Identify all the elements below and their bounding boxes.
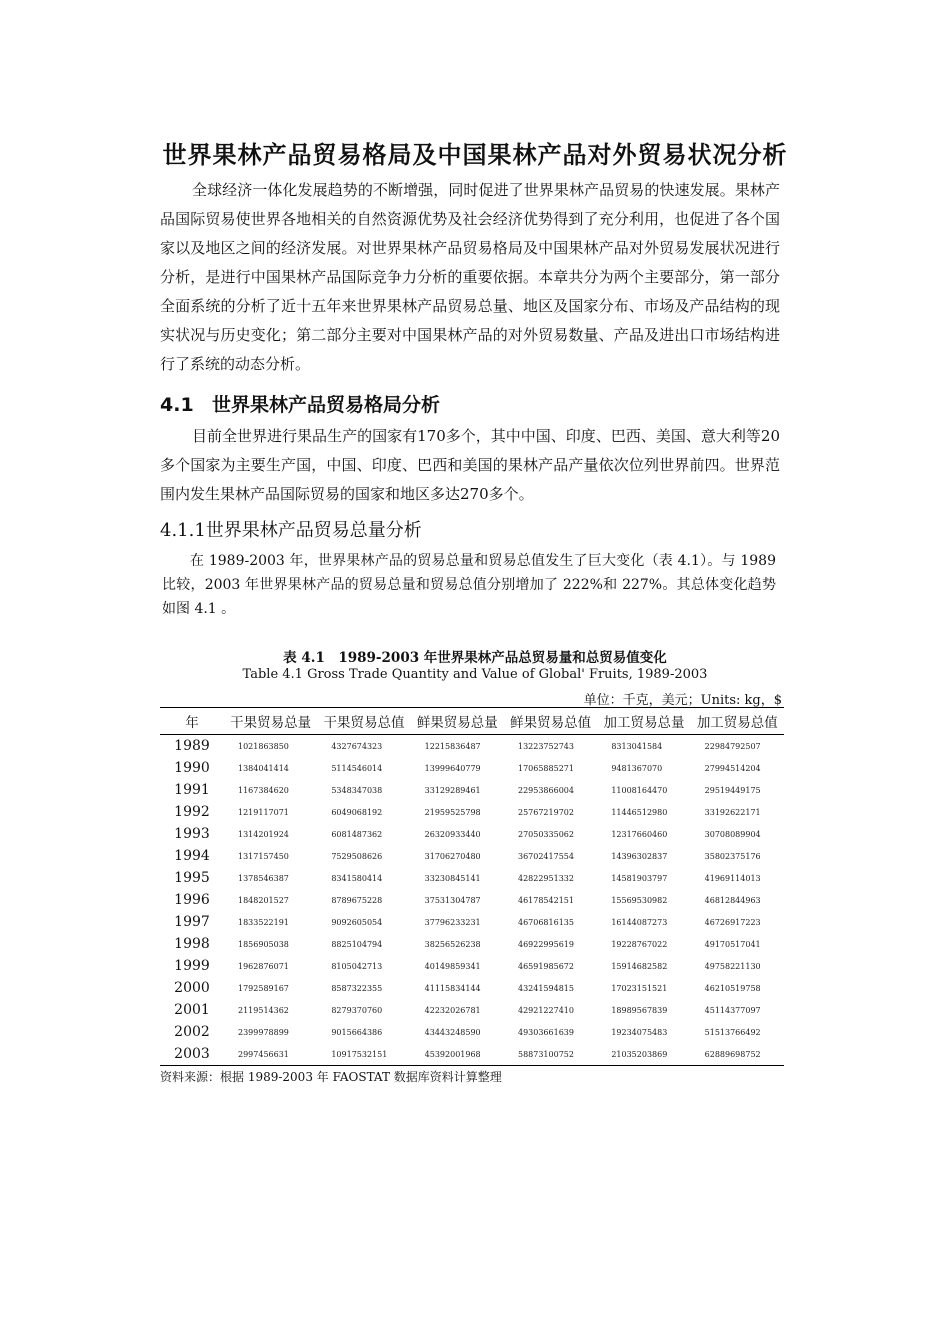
row-value-cell: 42232026781 bbox=[424, 1005, 481, 1015]
header-year: 年 bbox=[185, 715, 199, 731]
row-year-cell: 1992 bbox=[174, 804, 210, 820]
table-row bbox=[160, 823, 784, 845]
row-value-cell: 19228767022 bbox=[611, 939, 668, 949]
subsection-paragraph: 在 1989-2003 年，世界果林产品的贸易总量和贸易总值发生了巨大变化（表 4.1）。与 1989 比较，2003 年世界果林产品的贸易总量和贸易总值分别增加了 222%和 227%。其总体变化趋势如图 4.1 。 bbox=[162, 553, 776, 617]
row-value-cell: 43241594815 bbox=[517, 983, 574, 993]
row-value-cell: 46210519758 bbox=[704, 983, 761, 993]
row-value-cell: 8341580414 bbox=[331, 873, 383, 883]
row-value-cell: 25767219702 bbox=[517, 807, 574, 817]
row-value-cell: 1848201527 bbox=[238, 895, 289, 905]
row-year-cell: 1990 bbox=[174, 760, 210, 776]
row-value-cell: 46178542151 bbox=[517, 895, 574, 905]
table-row bbox=[160, 1043, 784, 1066]
row-value-cell: 41115834144 bbox=[424, 983, 481, 993]
row-value-cell: 1219117071 bbox=[238, 807, 289, 817]
row-value-cell: 1314201924 bbox=[238, 829, 289, 839]
row-value-cell: 14396302837 bbox=[611, 851, 668, 861]
row-value-cell: 8279370760 bbox=[331, 1005, 383, 1015]
table-row bbox=[160, 933, 784, 955]
row-value-cell: 13223752743 bbox=[517, 741, 574, 751]
row-value-cell: 29519449175 bbox=[704, 785, 761, 795]
row-value-cell: 18989567839 bbox=[611, 1005, 668, 1015]
row-value-cell: 35802375176 bbox=[704, 851, 761, 861]
row-year-cell: 1991 bbox=[174, 782, 210, 798]
row-value-cell: 15569530982 bbox=[611, 895, 668, 905]
row-year-cell: 1996 bbox=[174, 892, 210, 908]
row-year-cell: 2000 bbox=[174, 980, 210, 996]
row-value-cell: 26320933440 bbox=[424, 829, 481, 839]
row-value-cell: 14581903797 bbox=[611, 873, 668, 883]
row-year-cell: 2003 bbox=[174, 1046, 210, 1062]
row-value-cell: 46812844963 bbox=[704, 895, 761, 905]
table-caption-en: Table 4.1 Gross Trade Quantity and Value of Global' Fruits, 1989-2003 bbox=[242, 667, 708, 682]
row-value-cell: 38256526238 bbox=[424, 939, 481, 949]
row-year-cell: 1993 bbox=[174, 826, 210, 842]
table-source-note: 资料来源：根据 1989-2003 年 FAOSTAT 数据库资料计算整理 bbox=[160, 1070, 502, 1084]
header-dry-val: 干果贸易总值 bbox=[323, 715, 405, 731]
row-value-cell: 27994514204 bbox=[704, 763, 761, 773]
row-value-cell: 4327674323 bbox=[331, 741, 383, 751]
header-proc-val: 加工贸易总值 bbox=[696, 715, 778, 731]
row-value-cell: 8313041584 bbox=[611, 741, 663, 751]
row-value-cell: 31706270480 bbox=[424, 851, 481, 861]
table-row bbox=[160, 779, 784, 801]
row-value-cell: 1833522191 bbox=[238, 917, 289, 927]
intro-paragraph: 全球经济一体化发展趋势的不断增强，同时促进了世界果林产品贸易的快速发展。果林产品国际贸易使世界各地相关的自然资源优势及社会经济优势得到了充分利用，也促进了各个国家以及地区之间的经济发展。对世界果林产品贸易格局及中国果林产品对外贸易发展状况进行分析，是进行中国果林产品国际竞争力分析的重要依据。本章共分为两个主要部分，第一部分全面系统的分析了近十五年来世界果林产品贸易总量、地区及国家分布、市场及产品结构的现实状况与历史变化；第二部分主要对中国果林产品的对外贸易数量、产品及进出口市场结构进行了系统的动态分析。 bbox=[160, 181, 780, 373]
row-value-cell: 1021863850 bbox=[238, 741, 289, 751]
row-value-cell: 9015664386 bbox=[331, 1027, 383, 1037]
row-value-cell: 45392001968 bbox=[424, 1049, 481, 1059]
table-body bbox=[160, 735, 784, 1066]
row-value-cell: 15914682582 bbox=[611, 961, 668, 971]
table-row bbox=[160, 955, 784, 977]
table-row bbox=[160, 757, 784, 779]
row-value-cell: 6081487362 bbox=[331, 829, 383, 839]
row-value-cell: 5114546014 bbox=[331, 763, 383, 773]
row-value-cell: 46591985672 bbox=[517, 961, 574, 971]
row-year-cell: 2001 bbox=[174, 1002, 210, 1018]
row-year-cell: 1999 bbox=[174, 958, 210, 974]
row-value-cell: 13999640779 bbox=[424, 763, 481, 773]
row-value-cell: 49758221130 bbox=[704, 961, 761, 971]
row-value-cell: 37796233231 bbox=[424, 917, 481, 927]
row-value-cell: 27050335062 bbox=[517, 829, 574, 839]
row-year-cell: 2002 bbox=[174, 1024, 210, 1040]
row-value-cell: 40149859341 bbox=[424, 961, 481, 971]
row-value-cell: 8105042713 bbox=[331, 961, 383, 971]
table-row bbox=[160, 999, 784, 1021]
table-row bbox=[160, 801, 784, 823]
section-heading bbox=[160, 390, 440, 417]
row-value-cell: 1167384620 bbox=[238, 785, 289, 795]
document-title: 世界果林产品贸易格局及中国果林产品对外贸易状况分析 bbox=[162, 141, 788, 169]
row-value-cell: 51513766492 bbox=[704, 1027, 761, 1037]
row-value-cell: 36702417554 bbox=[517, 851, 574, 861]
row-value-cell: 12317660460 bbox=[611, 829, 668, 839]
row-value-cell: 1856905038 bbox=[238, 939, 289, 949]
row-value-cell: 8825104794 bbox=[331, 939, 383, 949]
row-value-cell: 16144087273 bbox=[611, 917, 668, 927]
row-value-cell: 33192622171 bbox=[704, 807, 761, 817]
row-value-cell: 46726917223 bbox=[704, 917, 761, 927]
table-row bbox=[160, 845, 784, 867]
row-value-cell: 12215836487 bbox=[424, 741, 481, 751]
row-value-cell: 49303661639 bbox=[517, 1027, 574, 1037]
table-row bbox=[160, 977, 784, 999]
row-value-cell: 43443248590 bbox=[424, 1027, 481, 1037]
row-value-cell: 6049068192 bbox=[331, 807, 383, 817]
row-value-cell: 1378546387 bbox=[238, 873, 289, 883]
row-value-cell: 1384041414 bbox=[238, 763, 289, 773]
row-value-cell: 37531304787 bbox=[424, 895, 481, 905]
row-value-cell: 2997456631 bbox=[238, 1049, 289, 1059]
table-row bbox=[160, 867, 784, 889]
row-value-cell: 5348347038 bbox=[331, 785, 383, 795]
header-proc-qty: 加工贸易总量 bbox=[603, 715, 685, 731]
table-header-row bbox=[160, 708, 784, 735]
row-value-cell: 49170517041 bbox=[704, 939, 761, 949]
table-unit-note: 单位：千克，美元；Units: kg，$ bbox=[583, 693, 782, 708]
table-row bbox=[160, 1021, 784, 1043]
row-value-cell: 22984792507 bbox=[704, 741, 761, 751]
row-value-cell: 9481367070 bbox=[611, 763, 663, 773]
row-value-cell: 58873100752 bbox=[517, 1049, 574, 1059]
row-value-cell: 46922995619 bbox=[517, 939, 574, 949]
row-value-cell: 33230845141 bbox=[424, 873, 481, 883]
row-value-cell: 11008164470 bbox=[611, 785, 668, 795]
row-value-cell: 1962876071 bbox=[238, 961, 289, 971]
row-value-cell: 33129289461 bbox=[424, 785, 481, 795]
row-value-cell: 11446512980 bbox=[611, 807, 668, 817]
row-year-cell: 1995 bbox=[174, 870, 210, 886]
subsection-heading: 4.1.1世界果林产品贸易总量分析 bbox=[160, 520, 422, 541]
row-value-cell: 22953866004 bbox=[517, 785, 574, 795]
row-value-cell: 8587322355 bbox=[331, 983, 383, 993]
trade-table bbox=[160, 707, 784, 1066]
row-value-cell: 42921227410 bbox=[517, 1005, 574, 1015]
row-value-cell: 21959525798 bbox=[424, 807, 481, 817]
row-year-cell: 1998 bbox=[174, 936, 210, 952]
header-fresh-qty: 鲜果贸易总量 bbox=[416, 715, 498, 731]
row-value-cell: 17065885271 bbox=[517, 763, 574, 773]
row-value-cell: 19234075483 bbox=[611, 1027, 668, 1037]
row-value-cell: 62889698752 bbox=[704, 1049, 761, 1059]
row-value-cell: 2119514362 bbox=[238, 1005, 289, 1015]
row-value-cell: 42822951332 bbox=[517, 873, 574, 883]
section-number: 4.1 bbox=[160, 394, 194, 416]
row-value-cell: 9092605054 bbox=[331, 917, 383, 927]
row-value-cell: 30708089904 bbox=[704, 829, 761, 839]
row-value-cell: 2399978899 bbox=[238, 1027, 289, 1037]
row-value-cell: 8789675228 bbox=[331, 895, 383, 905]
table-row bbox=[160, 735, 784, 758]
row-value-cell: 45114377097 bbox=[704, 1005, 761, 1015]
section-title: 世界果林产品贸易格局分析 bbox=[212, 394, 441, 416]
row-value-cell: 21035203869 bbox=[611, 1049, 668, 1059]
row-value-cell: 46706816135 bbox=[517, 917, 574, 927]
header-dry-qty: 干果贸易总量 bbox=[230, 715, 312, 731]
row-value-cell: 1317157450 bbox=[238, 851, 289, 861]
row-value-cell: 41969114013 bbox=[704, 873, 761, 883]
row-year-cell: 1994 bbox=[174, 848, 210, 864]
row-year-cell: 1997 bbox=[174, 914, 210, 930]
row-year-cell: 1989 bbox=[174, 738, 210, 754]
section-paragraph: 目前全世界进行果品生产的国家有170多个，其中中国、印度、巴西、美国、意大利等20多个国家为主要生产国，中国、印度、巴西和美国的果林产品产量依次位列世界前四。世界范围内发生果林产品国际贸易的国家和地区多达270多个。 bbox=[160, 427, 780, 503]
table-row bbox=[160, 889, 784, 911]
row-value-cell: 10917532151 bbox=[331, 1049, 388, 1059]
header-fresh-val: 鲜果贸易总值 bbox=[510, 715, 592, 731]
row-value-cell: 17023151521 bbox=[611, 983, 668, 993]
table-row bbox=[160, 911, 784, 933]
row-value-cell: 1792589167 bbox=[238, 983, 289, 993]
row-value-cell: 7529508626 bbox=[331, 851, 383, 861]
table-caption-cn: 表 4.1 1989-2003 年世界果林产品总贸易量和总贸易值变化 bbox=[283, 650, 667, 666]
